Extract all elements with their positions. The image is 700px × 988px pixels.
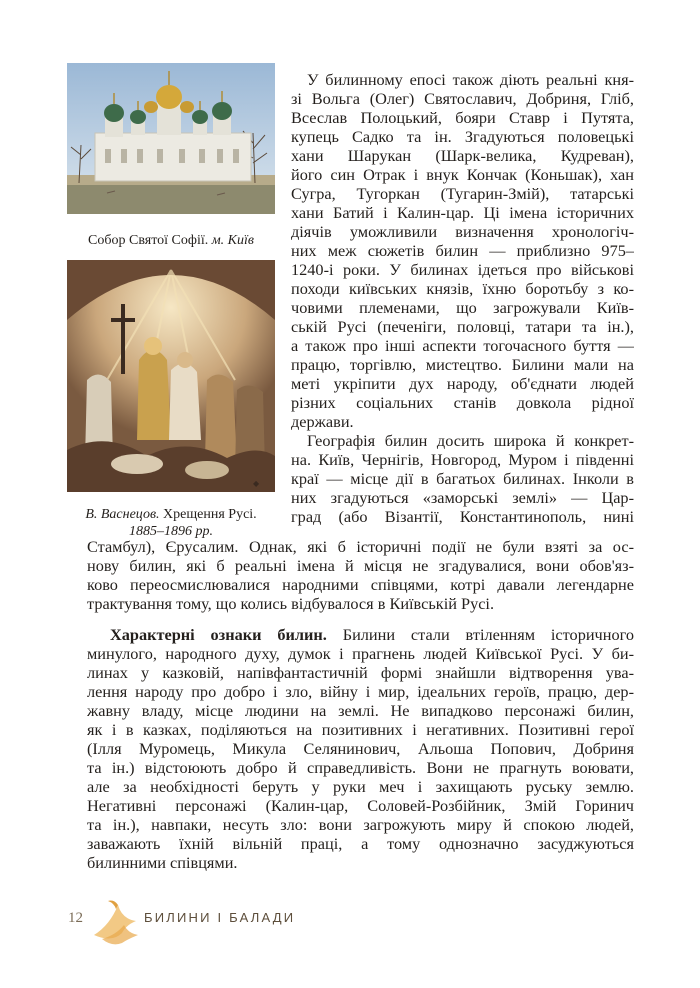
text-line: Всеслав Полоцький, бояри Ставр і Путята,	[291, 108, 634, 127]
text-line: жавну владу, місце людини на землі. Не випадково персонажі билин,	[87, 701, 634, 720]
text-line: походи київських князів, їхню боротьбу з ко-	[291, 279, 634, 298]
cathedral-photo-icon	[67, 63, 275, 214]
text-line: Сугра, Тугоркан (Тугарин-Змій), татарські	[291, 184, 634, 203]
bird-icon	[88, 895, 144, 947]
text-line: лення народу про добро і зло, війну і мир, ідеальних героїв, працю, дер-	[87, 682, 634, 701]
cathedral-photo	[67, 63, 275, 214]
text-line: а також про інші аспекти тогочасного буття —	[291, 336, 634, 355]
text-line: минулого, народного духу, думок і прагнень людей Київської Русі. У би-	[87, 644, 634, 663]
text-line: краї — місце дії в багатьох билинах. Інколи в	[291, 469, 634, 488]
baptism-painting-icon	[67, 260, 275, 492]
cathedral-caption: Собор Святої Софії. м. Київ	[88, 233, 254, 248]
text-line: човими племенами, що загрожували Київ-	[291, 298, 634, 317]
text-line: діячів уможливили визначення хронологіч-	[291, 222, 634, 241]
text-line: них меж сюжетів билин — приблизно 975–	[291, 241, 634, 260]
svg-text:◆: ◆	[253, 479, 260, 488]
text-line: та ін.), навпаки, несуть зло: вони загрожують миру й спокою людей,	[87, 815, 634, 834]
text-line: трактування тому, що колись відбувалося в Київській Русі.	[87, 594, 495, 613]
text-line: купець Садко та ін. Згадуються половецькі	[291, 127, 634, 146]
text-line: линах у казковій, напівфантастичній формі знайшли відтворення ува-	[87, 663, 634, 682]
section-first-line: Характерні ознаки билин. Билини стали втіленням історичного	[110, 625, 634, 644]
text-line: хани Шарукан (Шарк-велика, Кудреван),	[291, 146, 634, 165]
text-line: У билинному епосі також діють реальні кня-	[307, 70, 634, 89]
text-line: них згадуються «заморські землі» — Цар-	[291, 488, 634, 507]
text-line: билинними співцями.	[87, 853, 238, 872]
text-line: його син Отрак і внук Кончак (Коньшак), хан	[291, 165, 634, 184]
text-line: та ін.) відстоюють добро й справедливість. Вони не прагнуть воювати,	[87, 758, 634, 777]
text-line: Стамбул), Єрусалим. Однак, які б історичні події не були взяті за ос-	[87, 537, 634, 556]
text-line: заважають їхній вільній праці, а тому однозначно засуджуються	[87, 834, 634, 853]
text-line: Негативні персонажі (Калин-цар, Соловей-Розбійник, Змій Горинич	[87, 796, 634, 815]
text-line: 1240-і роки. У билинах ідеться про військові	[291, 260, 634, 279]
page-number: 12	[68, 910, 83, 926]
text-line: зі Вольга (Олег) Святославич, Добриня, Гліб,	[291, 89, 634, 108]
text-line: нову билин, які б реальні імена й місця не згадувалися, вони обов'яз-	[87, 556, 634, 575]
text-line: хани Батий і Калин-цар. Ці імена історичних	[291, 203, 634, 222]
text-line: але за необхідності беруть у руки меч і захищають руську землю.	[87, 777, 634, 796]
painting-caption: В. Васнецов. Хрещення Русі. 1885–1896 рр.	[85, 507, 257, 539]
text-line: на. Київ, Чернігів, Новгород, Муром і південні	[291, 450, 634, 469]
book-title: БИЛИНИ І БАЛАДИ	[144, 910, 296, 925]
text-line: (Ілля Муромець, Микула Селянинович, Альоша Попович, Добриня	[87, 739, 634, 758]
text-line: працю, торгівлю, мистецтво. Билини мали на	[291, 355, 634, 374]
text-line: Географія билин досить широка й конкрет-	[307, 431, 634, 450]
text-line: різних соціальних станів довкола рідної	[291, 393, 634, 412]
text-line: ській Русі (печеніги, половці, татари та ін.),	[291, 317, 634, 336]
baptism-painting	[67, 260, 275, 492]
text-line: град (або Візантії, Константинополь, нині	[291, 507, 634, 526]
section-heading: Характерні ознаки билин.	[110, 625, 327, 644]
text-line: держави.	[291, 412, 354, 431]
text-line: ково переосмислювалися народними співцями, котрі давали легендарне	[87, 575, 634, 594]
text-line: меті укріпити дух народу, об'єднати людей	[291, 374, 634, 393]
text-line: як і в казках, поділяються на позитивних і негативних. Позитивні герої	[87, 720, 634, 739]
